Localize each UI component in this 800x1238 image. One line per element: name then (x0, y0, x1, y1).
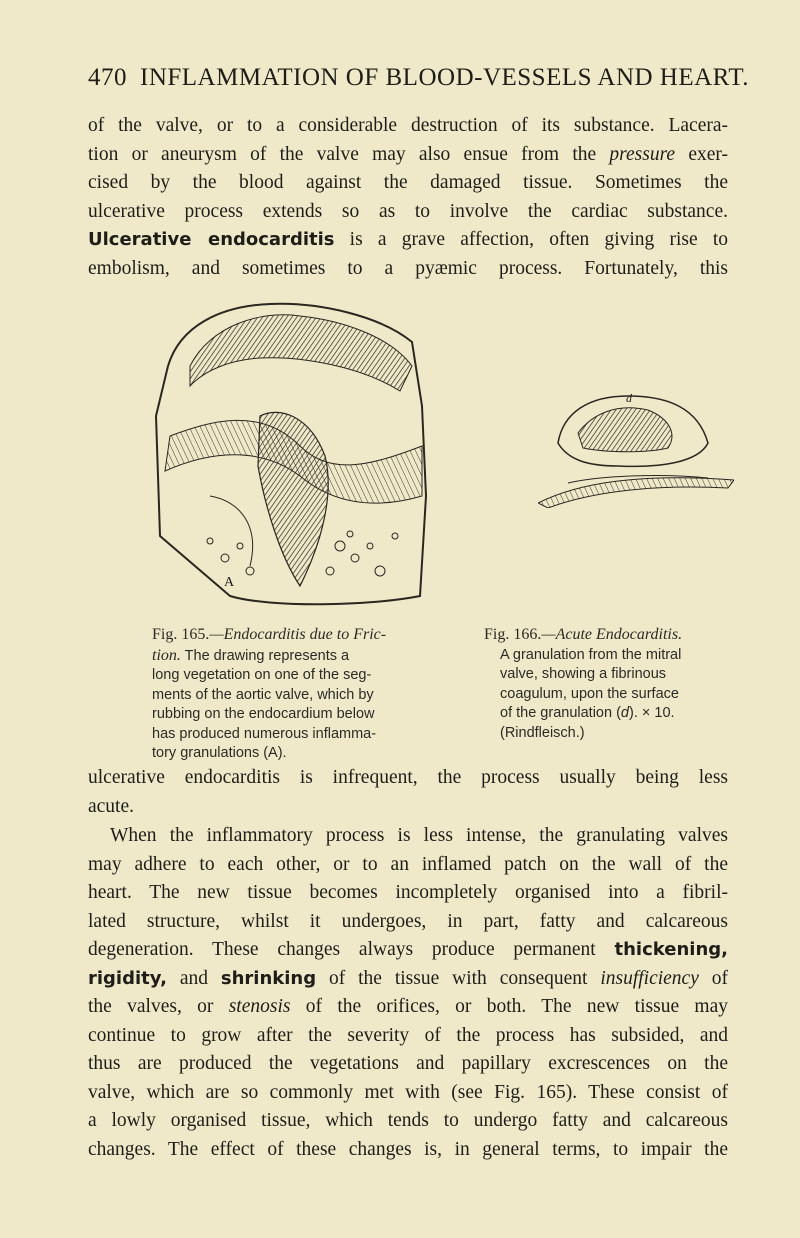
figure-165-caption: Fig. 165.—Endocarditis due to Fric- tion. The drawing represents a long vegetation on one of the seg- ments of the aortic valve, which by rubbing on the endocardium below has produced numerous inflamma- tory granulations (A). (152, 626, 387, 761)
text-line: valve, which are so commonly met with (see Fig. 165). These consist of (88, 1081, 728, 1103)
figure-166-illustration (538, 388, 734, 508)
text-line: continue to grow after the severity of the process has subsided, and (88, 1024, 728, 1046)
text-line: embolism, and sometimes to a pyæmic process. Fortunately, this (88, 257, 728, 279)
figure-label-d: d (626, 391, 632, 405)
text-line: ulcerative process extends so as to involve the cardiac substance. (88, 200, 728, 222)
text-line: rigidity, and shrinking of the tissue with consequent insufficiency of (88, 967, 729, 989)
figure-166-caption: Fig. 166.—Acute Endocarditis. A granulation from the mitral valve, showing a fibrinous coagulum, upon the surface of the granulation (d). × 10. (Rindfleisch.) (484, 626, 683, 741)
text-line: When the inflammatory process is less intense, the granulating valves (110, 825, 728, 846)
text-line: acute. (88, 795, 135, 817)
text-line: Ulcerative endocarditis is a grave affection, often giving rise to (88, 229, 728, 250)
figure-number: Fig. 165. (152, 626, 210, 643)
term-ulcerative-endocarditis: Ulcerative endocarditis (88, 229, 335, 250)
text-line: ulcerative endocarditis is infrequent, the process usually being less (88, 767, 728, 788)
paragraph-1 (88, 112, 728, 283)
term-thickening: thickening, (614, 939, 728, 960)
text-line: changes. The effect of these changes is, in general terms, to impair the (88, 1138, 728, 1160)
text-line: of the valve, or to a considerable destruction of its substance. Lacera- (88, 115, 728, 136)
term-rigidity: rigidity, (88, 967, 167, 989)
paragraph-2 (88, 764, 728, 821)
term-shrinking: shrinking (220, 967, 317, 989)
figure-title: Acute Endocarditis. (555, 626, 683, 643)
paragraph-3 (88, 822, 728, 1164)
figure-number: Fig. 166. (484, 626, 542, 643)
text-line: may adhere to each other, or to an inflamed patch on the wall of the (88, 853, 728, 875)
text-line: a lowly organised tissue, which tends to undergo fatty and calcareous (88, 1110, 728, 1131)
text-line: the valves, or stenosis of the orifices, or both. The new tissue may (88, 996, 728, 1017)
text-line: degeneration. These changes always produce permanent thickening, (88, 939, 728, 960)
text-line: tion or aneurysm of the valve may also ensue from the pressure exer- (88, 143, 728, 165)
text-line: heart. The new tissue becomes incompletely organised into a fibril- (88, 882, 728, 903)
text-line: lated structure, whilst it undergoes, in part, fatty and calcareous (88, 910, 728, 932)
running-title: INFLAMMATION OF BLOOD-VESSELS AND HEART. (140, 64, 750, 91)
figure-title: Endocarditis due to Fric- (223, 626, 387, 643)
page-number: 470 (88, 64, 127, 91)
text-line: cised by the blood against the damaged tissue. Sometimes the (88, 172, 728, 193)
text-line: thus are produced the vegetations and papillary excrescences on the (88, 1053, 728, 1074)
figure-165-illustration (150, 296, 434, 610)
figure-label-a: A (224, 575, 235, 590)
